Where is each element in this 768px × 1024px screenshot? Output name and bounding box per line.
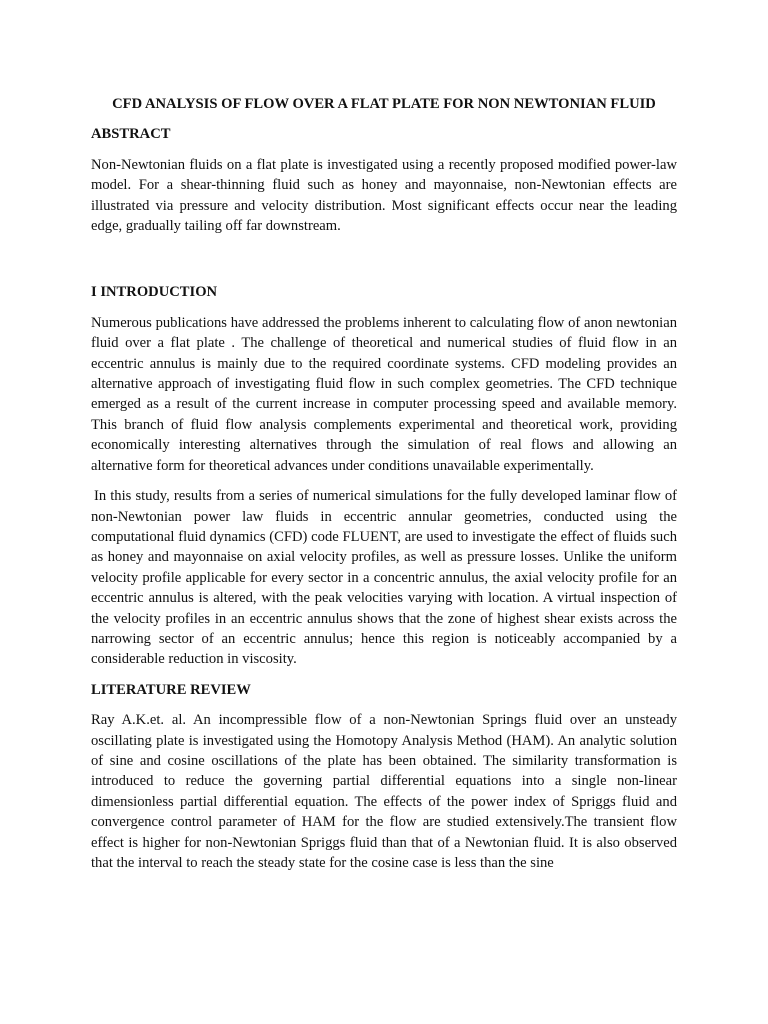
paper-title: CFD ANALYSIS OF FLOW OVER A FLAT PLATE FOR NON NEWTONIAN FLUID xyxy=(112,96,656,112)
document-page xyxy=(91,94,677,883)
section-spacer xyxy=(91,246,677,282)
introduction-paragraph-2: In this study, results from a series of numerical simulations for the fully developed laminar flow of non-Newtonian power law fluids in eccentric annular geometries, conducted using the computational fluid dynamics (CFD) code FLUENT, are used to investigate the effect of fluids such as honey and mayonnaise on axial velocity profiles, as well as pressure losses. Unlike the uniform velocity profile applicable for every sector in a concentric annulus, the axial velocity profile for an eccentric annulus is altered, with the peak velocities varying with location. A virtual inspection of the velocity profiles in an eccentric annulus shows that the zone of highest shear exists across the narrowing sector of an eccentric annulus; hence this region is noticeably accompanied by a considerable reduction in viscosity. xyxy=(91,488,677,668)
introduction-heading: I INTRODUCTION xyxy=(91,284,218,301)
introduction-paragraph-1: Numerous publications have addressed the problems inherent to calculating flow of anon newtonian fluid over a flat plate . The challenge of theoretical and numerical studies of fluid flow in an eccentric annulus is mainly due to the required coordinate systems. CFD modeling provides an alternative approach of investigating fluid flow in such complex geometries. The CFD technique emerged as a result of the current increase in computer processing speed and available memory. This branch of fluid flow analysis complements experimental and theoretical work, providing economically interesting alternatives through the simulation of real flows and allowing an alternative form for theoretical advances under conditions unavailable experimentally. xyxy=(91,314,677,474)
abstract-heading: ABSTRACT xyxy=(91,126,171,143)
literature-review-heading: LITERATURE REVIEW xyxy=(91,681,251,698)
abstract-text: Non-Newtonian fluids on a flat plate is investigated using a recently proposed modified power-law model. For a shear-thinning fluid such as honey and mayonnaise, non-Newtonian effects are illustrated via pressure and velocity distribution. Most significant effects occur near the leading edge, gradually tailing off far downstream. xyxy=(91,156,677,235)
literature-review-paragraph: Ray A.K.et. al. An incompressible flow of a non-Newtonian Springs fluid over an unsteady oscillating plate is investigated using the Homotopy Analysis Method (HAM). An analytic solution of sine and cosine oscillations of the plate has been obtained. The similarity transformation is introduced to reduce the governing partial differential equations into a single non-linear dimensionless partial differential equation. The effects of the power index of Spriggs fluid and convergence control parameter of HAM for the flow are studied extensively.The transient flow effect is higher for non-Newtonian Spriggs fluid than that of a Newtonian fluid. It is also observed that the interval to reach the steady state for the cosine case is less than the sine xyxy=(91,712,677,871)
